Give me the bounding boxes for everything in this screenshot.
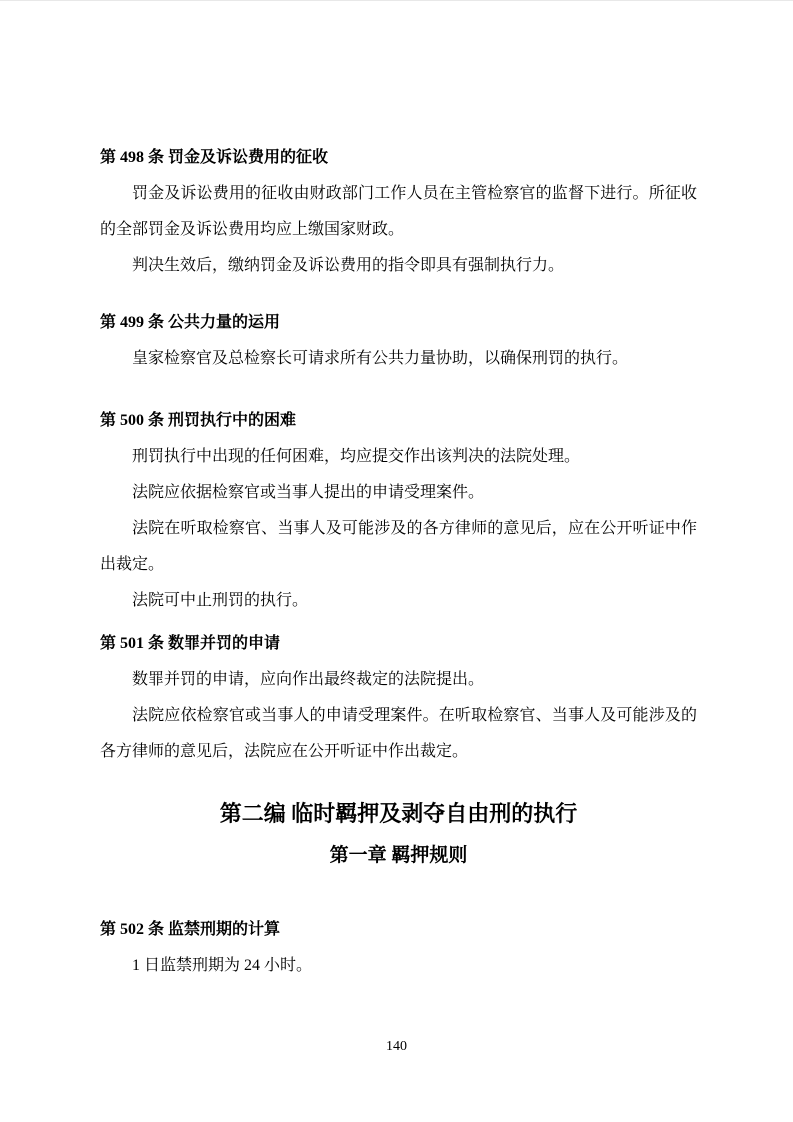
article-paragraph: 罚金及诉讼费用的征收由财政部门工作人员在主管检察官的监督下进行。所征收的全部罚金及诉讼费用均应上缴国家财政。 — [100, 185, 697, 238]
article-paragraph: 皇家检察官及总检察长可请求所有公共力量协助，以确保刑罚的执行。 — [132, 350, 629, 367]
article-paragraph: 1 日监禁刑期为 24 小时。 — [132, 957, 313, 974]
article-paragraph: 数罪并罚的申请，应向作出最终裁定的法院提出。 — [132, 671, 485, 688]
page-number: 140 — [386, 1039, 407, 1054]
article-paragraph: 法院在听取检察官、当事人及可能涉及的各方律师的意见后，应在公开听证中作出裁定。 — [100, 520, 697, 573]
article-500 — [100, 403, 697, 619]
part-heading: 第二编 临时羁押及剥夺自由刑的执行 — [219, 801, 578, 826]
article-heading: 第 499 条 公共力量的运用 — [100, 314, 281, 331]
article-heading: 第 501 条 数罪并罚的申请 — [100, 635, 281, 652]
article-501 — [100, 626, 697, 770]
article-502 — [100, 912, 697, 984]
article-499 — [100, 305, 697, 377]
article-paragraph: 判决生效后，缴纳罚金及诉讼费用的指令即具有强制执行力。 — [132, 257, 565, 274]
article-heading: 第 502 条 监禁刑期的计算 — [100, 921, 281, 938]
article-paragraph: 法院应依据检察官或当事人提出的申请受理案件。 — [132, 484, 485, 501]
article-heading: 第 500 条 刑罚执行中的困难 — [100, 412, 297, 429]
article-paragraph: 法院应依检察官或当事人的申请受理案件。在听取检察官、当事人及可能涉及的各方律师的意见后，法院应在公开听证中作出裁定。 — [100, 707, 697, 760]
article-498 — [100, 140, 697, 284]
article-paragraph: 刑罚执行中出现的任何困难，均应提交作出该判决的法院处理。 — [132, 448, 581, 465]
article-paragraph: 法院可中止刑罚的执行。 — [132, 592, 309, 609]
chapter-heading: 第一章 羁押规则 — [329, 845, 468, 866]
document-content — [100, 1, 697, 984]
article-heading: 第 498 条 罚金及诉讼费用的征收 — [100, 149, 329, 166]
